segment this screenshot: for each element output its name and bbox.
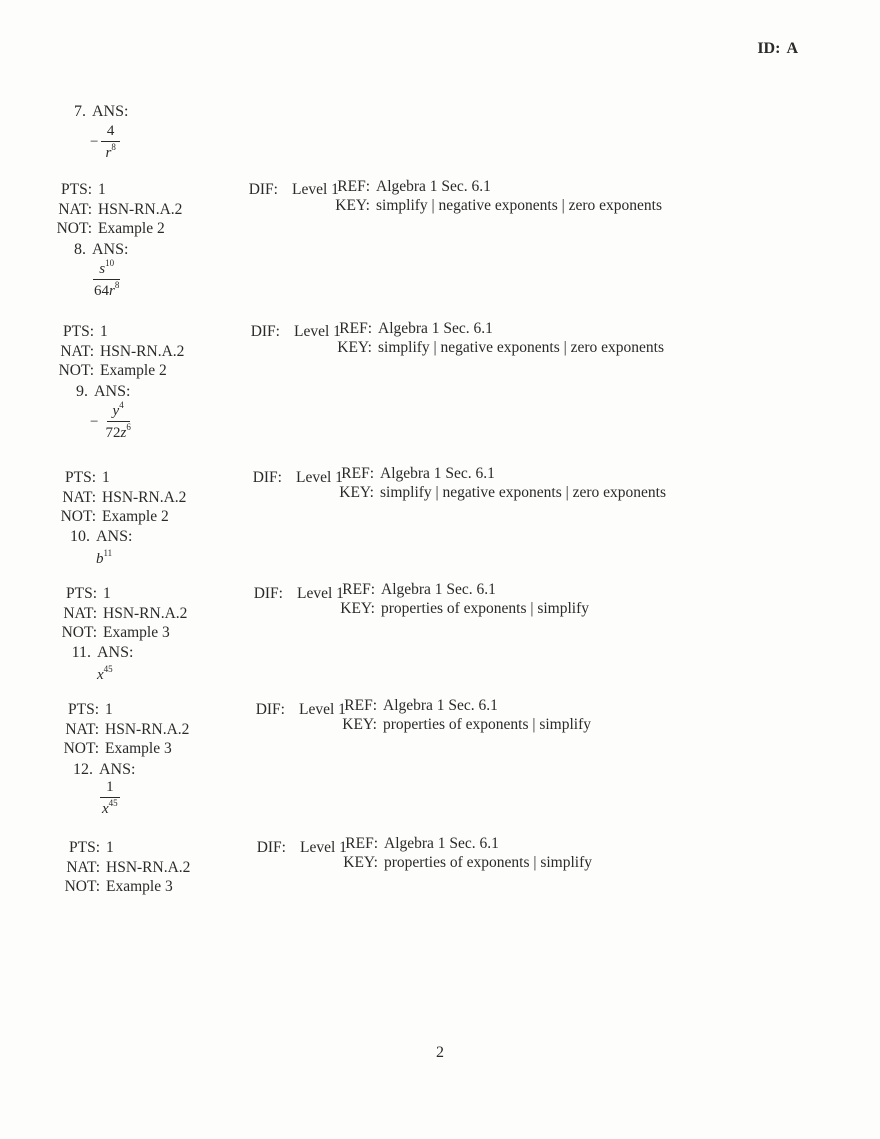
dif-value: Level 1 — [299, 701, 346, 718]
ans-label: ANS: — [92, 103, 129, 120]
answer-expression — [90, 122, 122, 162]
not-value: Example 3 — [103, 624, 170, 641]
item-number: 12. — [73, 761, 93, 778]
nat-label: NAT: — [63, 604, 97, 622]
pts-label: PTS: — [62, 323, 94, 340]
dif-value: Level 1 — [294, 323, 341, 340]
answer-base: b — [96, 551, 104, 567]
ref-value: Algebra 1 Sec. 6.1 — [380, 465, 495, 482]
pts-value: 1 — [100, 323, 108, 340]
nat-label: NAT: — [60, 342, 94, 360]
key-label: KEY: — [340, 600, 375, 617]
answer-expression — [88, 260, 125, 300]
nat-label: NAT: — [66, 858, 100, 876]
denominator-exponent: 6 — [126, 422, 131, 432]
ref-label: REF: — [339, 320, 372, 337]
ref-label: REF: — [345, 835, 378, 852]
denominator-coefficient: 64 — [94, 283, 109, 299]
answer-expression — [90, 402, 137, 442]
pts-label: PTS: — [64, 469, 96, 486]
numerator-exponent: 10 — [105, 258, 115, 268]
ans-label: ANS: — [92, 241, 129, 258]
not-label: NOT: — [56, 220, 92, 237]
nat-value: HSN-RN.A.2 — [102, 488, 187, 506]
ref-label: REF: — [344, 697, 377, 714]
pts-label: PTS: — [68, 839, 100, 856]
minus-sign: − — [90, 413, 99, 430]
answer-expression — [96, 548, 113, 568]
item-number: 10. — [70, 528, 90, 545]
dif-value: Level 1 — [296, 469, 343, 486]
dif-label: DIF: — [252, 469, 282, 486]
pts-value: 1 — [103, 585, 111, 602]
pts-label: PTS: — [65, 585, 97, 602]
nat-label: NAT: — [62, 488, 96, 506]
ref-label: REF: — [341, 465, 374, 482]
ref-value: Algebra 1 Sec. 6.1 — [381, 581, 496, 598]
pts-value: 1 — [102, 469, 110, 486]
item-number: 8. — [74, 241, 86, 258]
numerator-exponent: 4 — [119, 400, 124, 410]
denominator-base: r — [109, 283, 115, 299]
ref-label: REF: — [342, 581, 375, 598]
numerator-base: y — [112, 403, 120, 419]
denominator-exponent: 8 — [111, 142, 116, 152]
minus-sign: − — [90, 133, 99, 150]
ref-value: Algebra 1 Sec. 6.1 — [376, 178, 491, 195]
ref-value: Algebra 1 Sec. 6.1 — [383, 697, 498, 714]
document-id — [757, 40, 798, 58]
dif-label: DIF: — [255, 701, 285, 718]
denominator-base: r — [105, 145, 112, 161]
key-label: KEY: — [335, 197, 370, 214]
item-number: 7. — [74, 103, 86, 120]
id-value: A — [786, 40, 798, 57]
pts-label: PTS: — [60, 181, 92, 198]
nat-label: NAT: — [58, 200, 92, 218]
ref-value: Algebra 1 Sec. 6.1 — [384, 835, 499, 852]
not-label: NOT: — [63, 740, 99, 757]
answer-base: x — [97, 667, 104, 683]
nat-value: HSN-RN.A.2 — [103, 604, 188, 622]
not-label: NOT: — [58, 362, 94, 379]
answer-exponent: 11 — [103, 548, 113, 558]
nat-value: HSN-RN.A.2 — [105, 720, 190, 738]
item-number: 9. — [76, 383, 88, 400]
dif-label: DIF: — [248, 181, 278, 198]
key-label: KEY: — [342, 716, 377, 733]
numerator-base: s — [99, 261, 106, 277]
key-value: simplify | negative exponents | zero exponents — [378, 339, 664, 356]
dif-value: Level 1 — [300, 839, 347, 856]
dif-label: DIF: — [250, 323, 280, 340]
not-value: Example 3 — [106, 878, 173, 895]
not-value: Example 2 — [100, 362, 167, 379]
key-value: simplify | negative exponents | zero exponents — [376, 197, 662, 214]
not-label: NOT: — [60, 508, 96, 525]
dif-value: Level 1 — [297, 585, 344, 602]
id-label: ID: — [757, 40, 781, 57]
pts-value: 1 — [105, 701, 113, 718]
ref-value: Algebra 1 Sec. 6.1 — [378, 320, 493, 337]
page-number: 2 — [436, 1044, 444, 1061]
pts-label: PTS: — [67, 701, 99, 718]
nat-value: HSN-RN.A.2 — [98, 200, 183, 218]
key-value: properties of exponents | simplify — [381, 600, 590, 617]
item-number: 11. — [71, 644, 91, 661]
key-value: simplify | negative exponents | zero exponents — [380, 484, 666, 501]
not-value: Example 3 — [105, 740, 172, 757]
denominator-coefficient: 72 — [105, 425, 121, 441]
dif-label: DIF: — [253, 585, 283, 602]
ans-label: ANS: — [96, 528, 133, 545]
ans-label: ANS: — [99, 761, 136, 778]
denominator-base: x — [102, 801, 109, 817]
answer-expression — [97, 664, 113, 684]
key-value: properties of exponents | simplify — [384, 854, 593, 871]
numerator: 4 — [101, 122, 121, 142]
pts-value: 1 — [106, 839, 114, 856]
not-label: NOT: — [61, 624, 97, 641]
not-label: NOT: — [64, 878, 100, 895]
pts-value: 1 — [98, 181, 106, 198]
not-value: Example 2 — [102, 508, 169, 525]
answer-exponent: 45 — [103, 664, 113, 674]
nat-value: HSN-RN.A.2 — [100, 342, 185, 360]
key-label: KEY: — [339, 484, 374, 501]
dif-value: Level 1 — [292, 181, 339, 198]
nat-label: NAT: — [65, 720, 99, 738]
denominator-base: z — [120, 425, 127, 441]
ref-label: REF: — [337, 178, 370, 195]
not-value: Example 2 — [98, 220, 165, 237]
key-label: KEY: — [343, 854, 378, 871]
key-label: KEY: — [337, 339, 372, 356]
numerator: 1 — [100, 778, 120, 798]
denominator-exponent: 45 — [108, 798, 118, 808]
ans-label: ANS: — [97, 644, 134, 661]
denominator-exponent: 8 — [114, 280, 120, 290]
ans-label: ANS: — [94, 383, 131, 400]
dif-label: DIF: — [256, 839, 286, 856]
nat-value: HSN-RN.A.2 — [106, 858, 191, 876]
key-value: properties of exponents | simplify — [383, 716, 592, 733]
answer-expression — [96, 778, 124, 818]
